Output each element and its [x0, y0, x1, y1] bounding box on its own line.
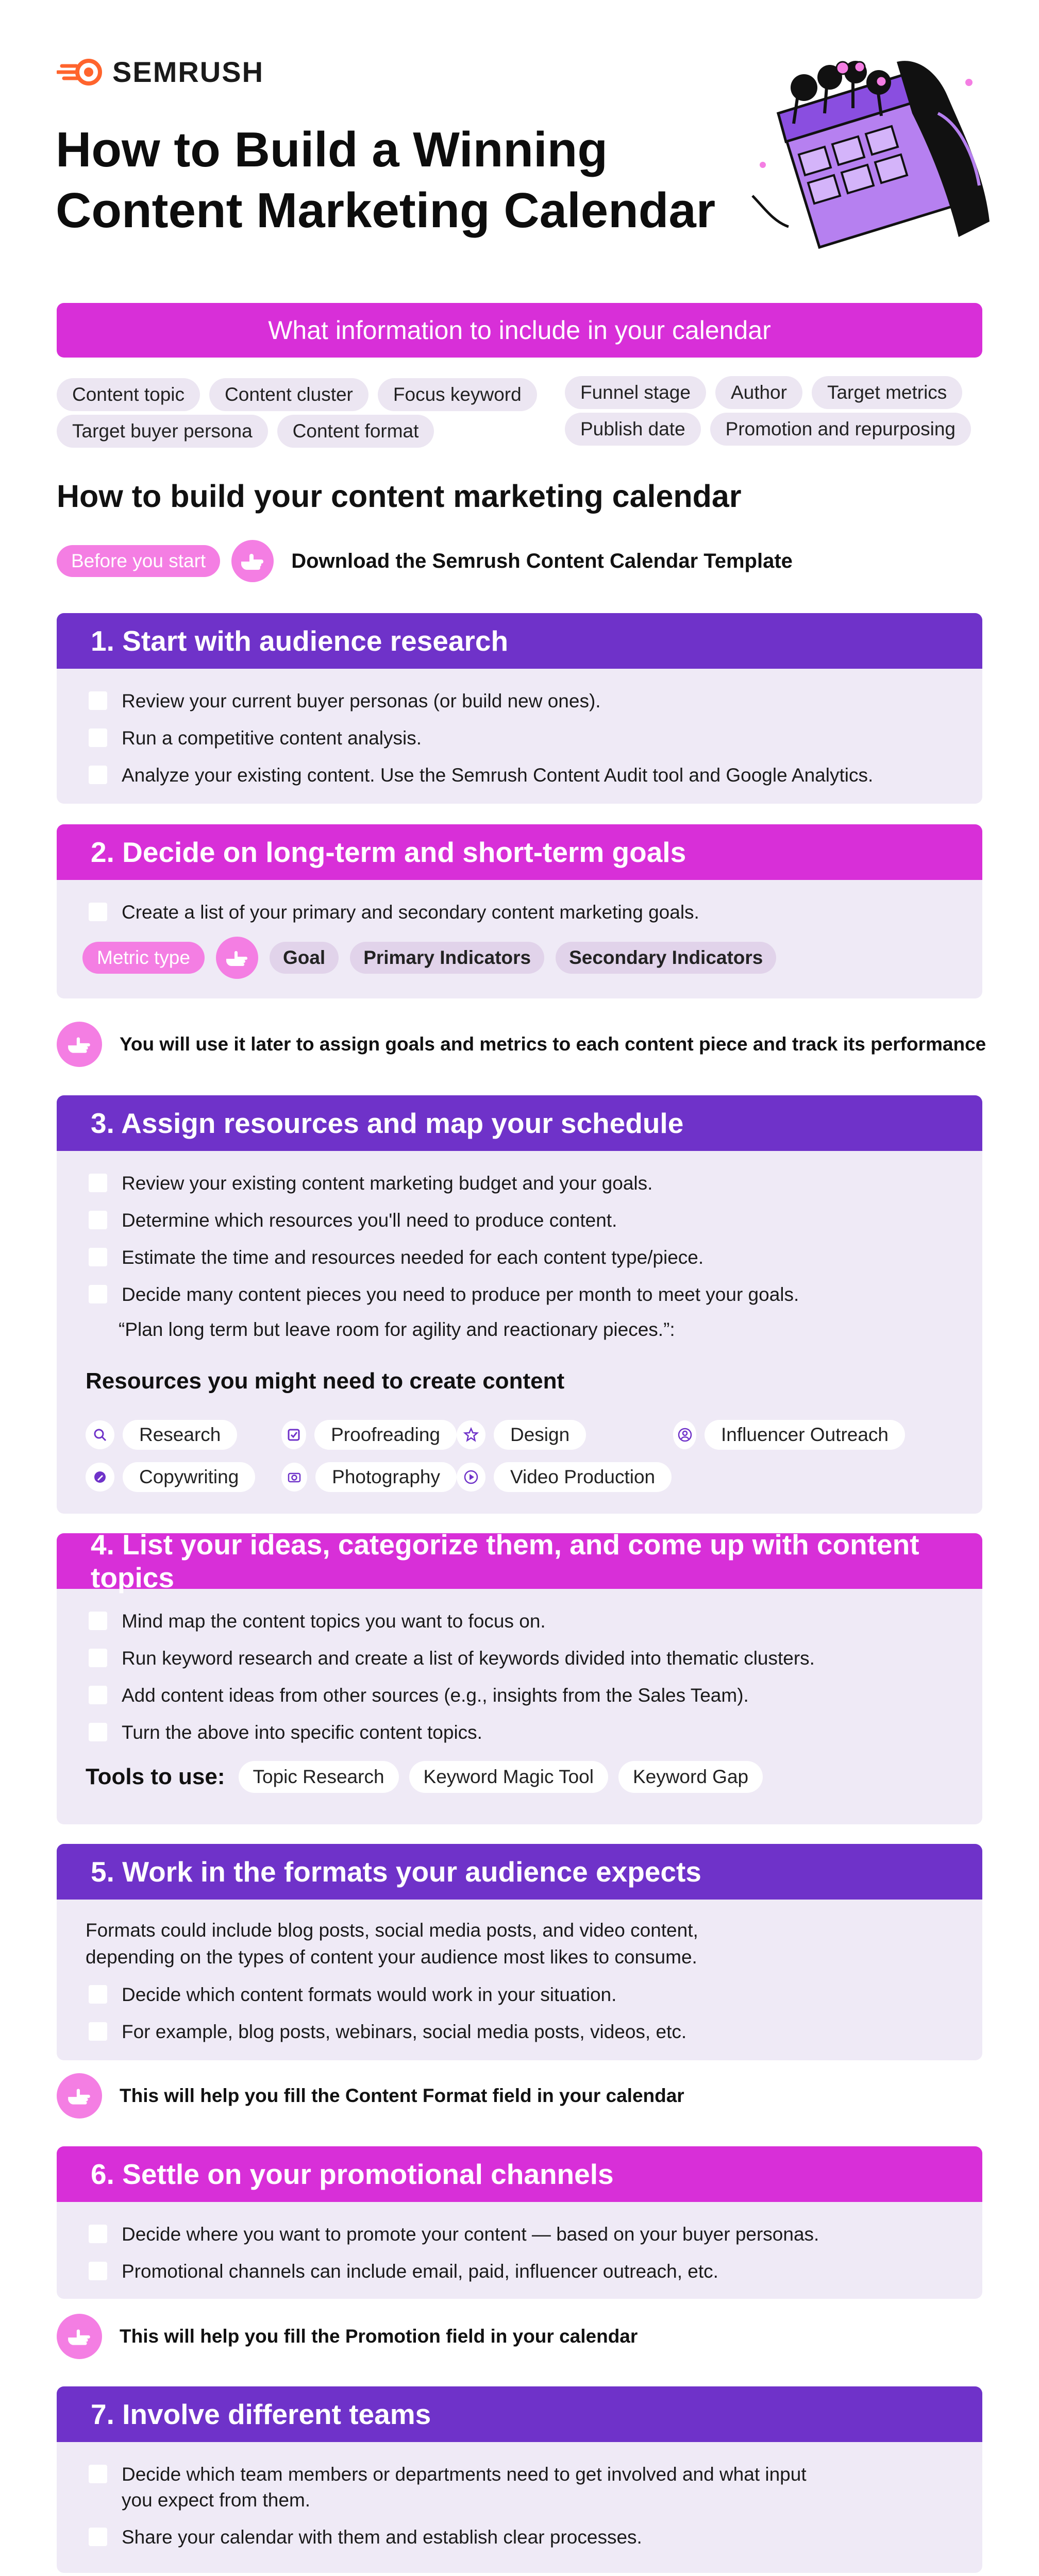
info-tag: Content format: [277, 415, 434, 448]
info-section-header: [57, 303, 982, 358]
page-title-line1: How to Build a Winning: [56, 122, 608, 177]
search-icon: [86, 1420, 114, 1449]
checklist-item: Mind map the content topics you want to focus on.: [86, 1608, 953, 1634]
resources-grid: [86, 1420, 953, 1492]
info-tag: Target buyer persona: [57, 415, 268, 448]
quote-text: “Plan long term but leave room for agility and reactionary pieces.”:: [119, 1319, 675, 1340]
tool-topic-research[interactable]: Topic Research: [239, 1761, 399, 1793]
section-6-note: [57, 2314, 638, 2359]
info-tag: Target metrics: [812, 376, 962, 409]
resource-proofreading: Proofreading: [281, 1420, 457, 1450]
info-section-heading: What information to include in your calendar: [268, 316, 771, 345]
section-5: [57, 1844, 982, 2060]
info-tags-right-row2: [565, 413, 971, 446]
checklist-item: Turn the above into specific content topics.: [86, 1720, 953, 1745]
pointing-hand-icon: [57, 1022, 102, 1067]
checkbox[interactable]: [89, 1174, 107, 1192]
pointing-hand-icon[interactable]: [231, 540, 274, 582]
section-7-title: 7. Involve different teams: [57, 2386, 982, 2442]
section-4-title: 4. List your ideas, categorize them, and come up with content topics: [57, 1533, 982, 1589]
info-tag: Focus keyword: [378, 378, 537, 411]
checklist-item: For example, blog posts, webinars, social media posts, videos, etc.: [86, 2019, 953, 2045]
metric-type-row: [82, 937, 953, 979]
checklist-item: Decide which content formats would work in your situation.: [86, 1982, 953, 2008]
metric-tag: Goal: [270, 942, 339, 974]
section-1-title: 1. Start with audience research: [57, 613, 982, 669]
info-tag: Promotion and repurposing: [710, 413, 971, 446]
metric-tag: Secondary Indicators: [556, 942, 776, 974]
checkbox[interactable]: [89, 1723, 107, 1741]
tools-row: [86, 1761, 953, 1793]
note-text: This will help you fill the Content Format field in your calendar: [120, 2085, 684, 2106]
resource-video-production: Video Production: [457, 1462, 673, 1492]
tool-keyword-magic[interactable]: Keyword Magic Tool: [409, 1761, 608, 1793]
tool-keyword-gap[interactable]: Keyword Gap: [618, 1761, 763, 1793]
resource-research: Research: [86, 1420, 281, 1450]
checkbox[interactable]: [89, 1649, 107, 1667]
section-5-title: 5. Work in the formats your audience expects: [57, 1844, 982, 1900]
section-1: [57, 613, 982, 804]
page-title: [56, 120, 726, 241]
section-4: [57, 1533, 982, 1824]
info-tag: Content topic: [57, 378, 200, 411]
info-tag: Content cluster: [209, 378, 368, 411]
semrush-logo[interactable]: [57, 55, 264, 89]
resources-heading: Resources you might need to create content: [86, 1368, 565, 1394]
before-you-start-badge: Before you start: [57, 545, 220, 577]
checkbox[interactable]: [89, 1686, 107, 1704]
checklist-item: Run a competitive content analysis.: [86, 725, 953, 751]
tools-label: Tools to use:: [86, 1764, 225, 1789]
checkbox[interactable]: [89, 1612, 107, 1630]
checkbox[interactable]: [89, 766, 107, 784]
resource-influencer-outreach: Influencer Outreach: [673, 1420, 905, 1450]
pen-icon: [86, 1463, 114, 1492]
section-6-title: 6. Settle on your promotional channels: [57, 2146, 982, 2202]
resource-design: Design: [457, 1420, 673, 1450]
checklist-item: Review your current buyer personas (or build new ones).: [86, 688, 953, 714]
resource-photography: Photography: [281, 1462, 457, 1492]
section-2: [57, 824, 982, 998]
checklist-item: Decide many content pieces you need to produce per month to meet your goals.: [86, 1282, 953, 1308]
checkbox[interactable]: [89, 903, 107, 921]
checklist-item: Analyze your existing content. Use the Semrush Content Audit tool and Google Analytics.: [86, 762, 953, 788]
pointing-hand-icon: [57, 2073, 102, 2119]
resource-copywriting: Copywriting: [86, 1462, 281, 1492]
pointing-hand-icon: [57, 2314, 102, 2359]
info-tag: Author: [715, 376, 802, 409]
checkbox[interactable]: [89, 2022, 107, 2041]
checklist-item: Determine which resources you'll need to produce content.: [86, 1208, 953, 1233]
info-tag: Funnel stage: [565, 376, 706, 409]
checkbox[interactable]: [89, 1211, 107, 1229]
info-tags-left-row1: [57, 378, 537, 411]
checklist-item: Add content ideas from other sources (e.g., insights from the Sales Team).: [86, 1683, 953, 1708]
checkbox[interactable]: [89, 2225, 107, 2243]
checklist-item: Promotional channels can include email, paid, influencer outreach, etc.: [86, 2259, 953, 2284]
checklist-item: Review your existing content marketing budget and your goals.: [86, 1171, 953, 1196]
section-7: [57, 2386, 982, 2573]
metric-tag: Primary Indicators: [350, 942, 544, 974]
checklist-item: Run keyword research and create a list of keywords divided into thematic clusters.: [86, 1646, 953, 1671]
checkbox[interactable]: [89, 2465, 107, 2483]
camera-icon: [281, 1463, 307, 1492]
checkbox[interactable]: [89, 691, 107, 710]
checkbox[interactable]: [89, 2262, 107, 2280]
checkbox[interactable]: [89, 1285, 107, 1303]
build-heading: How to build your content marketing calendar: [57, 479, 742, 514]
download-template-link[interactable]: Download the Semrush Content Calendar Template: [291, 549, 793, 572]
section-5-note: [57, 2073, 684, 2119]
section-3: [57, 1095, 982, 1514]
formats-paragraph: Formats could include blog posts, social media posts, and video content, depending on the types of content your audience most likes to consume.: [86, 1920, 698, 1968]
section-6: [57, 2146, 982, 2299]
before-you-start-row: [57, 540, 793, 582]
checkbox[interactable]: [89, 1248, 107, 1266]
section-2-title: 2. Decide on long-term and short-term goals: [57, 824, 982, 880]
section-3-title: 3. Assign resources and map your schedule: [57, 1095, 982, 1151]
checklist-icon: [281, 1420, 306, 1449]
checkbox[interactable]: [89, 1985, 107, 2004]
star-icon: [457, 1420, 485, 1449]
checkbox[interactable]: [89, 2528, 107, 2546]
play-icon: [457, 1463, 485, 1492]
section-2-note: [57, 1022, 986, 1067]
note-text: You will use it later to assign goals and metrics to each content piece and track its performance: [120, 1033, 986, 1055]
info-tag: Publish date: [565, 413, 701, 446]
checklist-item: Estimate the time and resources needed for each content type/piece.: [86, 1245, 953, 1270]
metric-type-badge: Metric type: [82, 942, 205, 974]
checklist-item: Share your calendar with them and establish clear processes.: [86, 2524, 953, 2550]
logo-text: SEMRUSH: [112, 56, 264, 88]
page-title-line2: Content Marketing Calendar: [56, 183, 716, 238]
info-tags-left-row2: [57, 415, 434, 448]
note-text: This will help you fill the Promotion field in your calendar: [120, 2326, 638, 2347]
checklist-item: Decide which team members or departments need to get involved and what input you expect from them.: [86, 2462, 953, 2513]
info-tags-right-row1: [565, 376, 962, 409]
checklist-item: Decide where you want to promote your content — based on your buyer personas.: [86, 2222, 953, 2247]
user-icon: [673, 1420, 696, 1449]
checklist-item: Create a list of your primary and secondary content marketing goals.: [86, 900, 953, 925]
calendar-illustration: [742, 52, 1000, 273]
semrush-flame-icon: [57, 57, 106, 88]
checkbox[interactable]: [89, 728, 107, 747]
pointing-hand-icon: [216, 937, 258, 979]
